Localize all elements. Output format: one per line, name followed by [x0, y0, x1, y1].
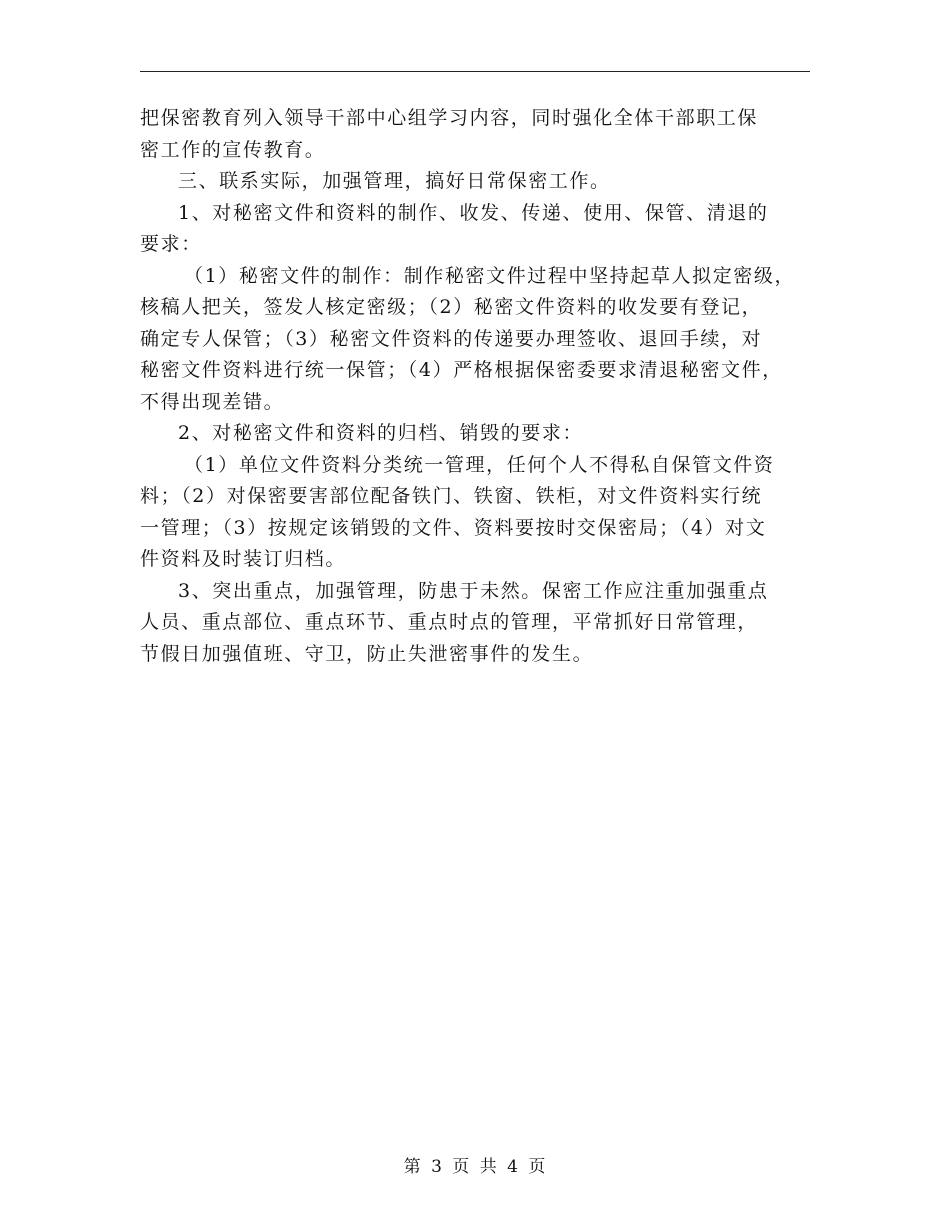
text-line: 秘密文件资料进行统一保管；（4）严格根据保密委要求清退秘密文件，	[140, 359, 783, 381]
text-line: 密工作的宣传教育。	[140, 138, 326, 161]
text-line: 料；（2）对保密要害部位配备铁门、铁窗、铁柜，对文件资料实行统	[140, 485, 763, 507]
page-number: 第 3 页 共 4 页	[403, 1157, 547, 1177]
text-line: （1）秘密文件的制作：制作秘密文件过程中坚持起草人拟定密级，	[184, 264, 796, 287]
text-line: 核稿人把关，签发人核定密级；（2）秘密文件资料的收发要有登记，	[140, 296, 763, 318]
text-line: 节假日加强值班、守卫，防止失泄密事件的发生。	[140, 642, 594, 665]
header-rule	[140, 71, 810, 72]
text-line: 把保密教育列入领导干部中心组学习内容，同时强化全体干部职工保	[140, 107, 759, 129]
document-body	[140, 103, 820, 670]
text-line: 不得出现差错。	[140, 390, 285, 413]
text-line: 1、对秘密文件和资料的制作、收发、传递、使用、保管、清退的	[178, 201, 769, 224]
text-line: 件资料及时装订归档。	[140, 548, 347, 570]
section-heading: 三、联系实际，加强管理，搞好日常保密工作。	[178, 170, 611, 192]
text-line: 人员、重点部位、重点环节、重点时点的管理，平常抓好日常管理，	[140, 611, 759, 633]
text-line: （1）单位文件资料分类统一管理，任何个人不得私自保管文件资	[184, 453, 775, 476]
text-line: 确定专人保管；（3）秘密文件资料的传递要办理签收、退回手续，对	[140, 327, 763, 350]
text-line: 3、突出重点，加强管理，防患于未然。保密工作应注重加强重点	[178, 579, 769, 602]
text-line: 2、对秘密文件和资料的归档、销毁的要求：	[178, 422, 584, 444]
text-line: 一管理；（3）按规定该销毁的文件、资料要按时交保密局；（4）对文	[140, 516, 767, 539]
text-line: 要求：	[140, 233, 202, 255]
